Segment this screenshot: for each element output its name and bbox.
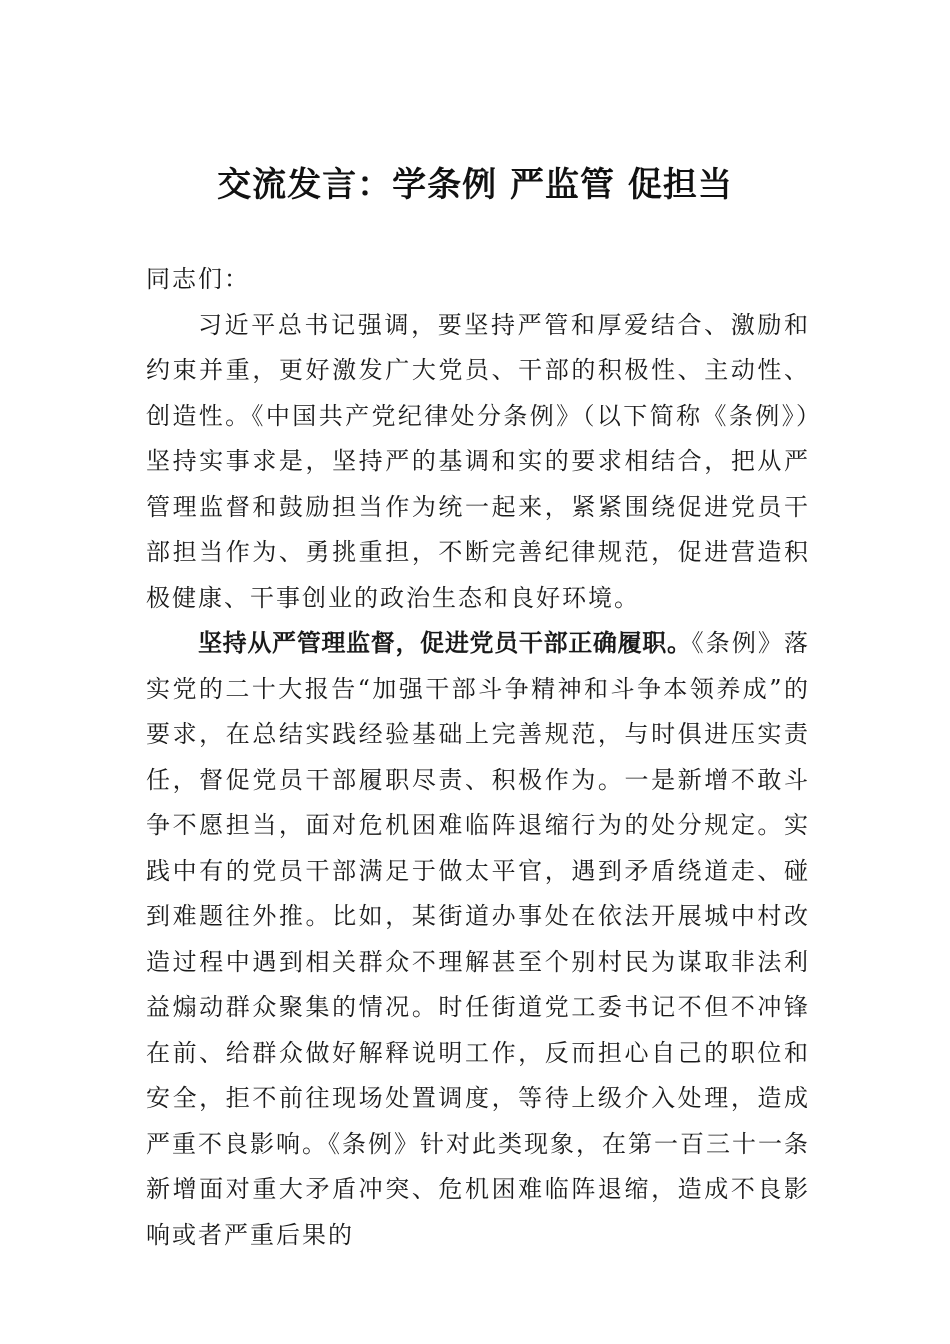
paragraph-lead-heading: 坚持从严管理监督，促进党员干部正确履职。 <box>198 629 692 657</box>
paragraph-intro: 习近平总书记强调，要坚持严管和厚爱结合、激励和约束并重，更好激发广大党员、干部的积极性、主动性、创造性。《中国共产党纪律处分条例》（以下简称《条例》）坚持实事求是，坚持严的基调和实的要求相结合，把从严管理监督和鼓励担当作为统一起来，紧紧围绕促进党员干部担当作为、勇挑重担，不断完善纪律规范，促进营造积极健康、干事创业的政治生态和良好环境。 <box>146 310 810 612</box>
paragraph-supervision <box>146 621 810 1258</box>
salutation: 同志们： <box>146 265 250 293</box>
document-title: 交流发言：学条例 严监管 促担当 <box>217 165 733 205</box>
document-body <box>146 257 810 1258</box>
paragraph-supervision-text: 《条例》落实党的二十大报告“加强干部斗争精神和斗争本领养成”的要求，在总结实践经验基础上完善规范，与时俱进压实责任，督促党员干部履职尽责、积极作为。一是新增不敢斗争不愿担当，面对危机困难临阵退缩行为的处分规定。实践中有的党员干部满足于做太平官，遇到矛盾绕道走、碰到难题往外推。比如，某街道办事处在依法开展城中村改造过程中遇到相关群众不理解甚至个别村民为谋取非法利益煽动群众聚集的情况。时任街道党工委书记不但不冲锋在前、给群众做好解释说明工作，反而担心自己的职位和安全，拒不前往现场处置调度，等待上级介入处理，造成严重不良影响。《条例》针对此类现象，在第一百三十一条新增面对重大矛盾冲突、危机困难临阵退缩，造成不良影响或者严重后果的 <box>146 629 811 1249</box>
